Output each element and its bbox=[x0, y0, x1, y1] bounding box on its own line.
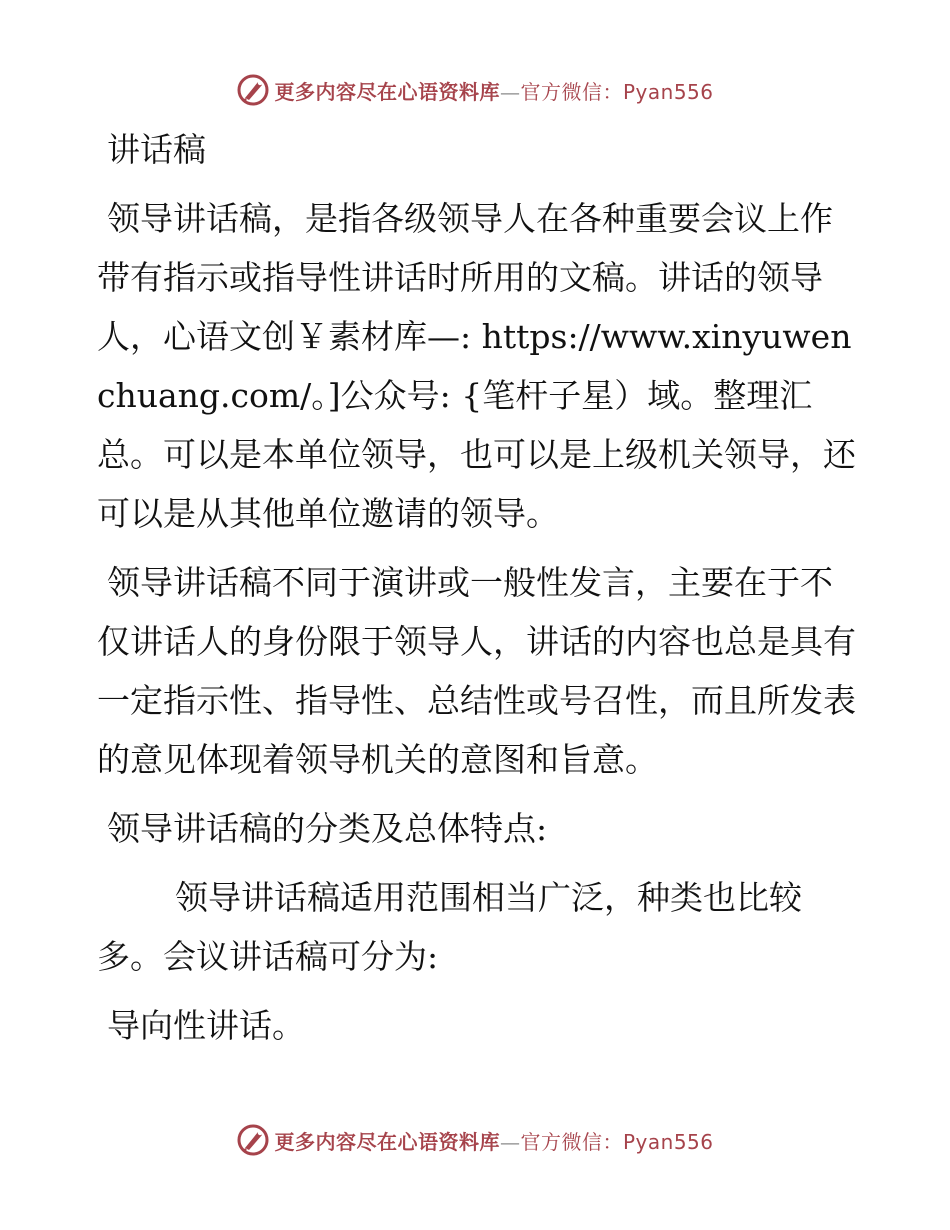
header-wechat-account: Pyan556 bbox=[622, 79, 714, 104]
footer-wechat-account: Pyan556 bbox=[622, 1129, 714, 1154]
paragraph-5: 导向性讲话。 bbox=[107, 1006, 305, 1045]
footer-banner bbox=[0, 1120, 950, 1160]
footer-wechat-label: 官方微信： bbox=[520, 1129, 623, 1154]
header-text bbox=[274, 76, 713, 105]
footer-separator: — bbox=[499, 1129, 521, 1154]
footer-brand-text: 更多内容尽在心语资料库 bbox=[274, 1129, 500, 1154]
quill-pen-circle-icon bbox=[236, 1123, 270, 1157]
header-brand-text: 更多内容尽在心语资料库 bbox=[274, 79, 500, 104]
paragraph-1: 领导讲话稿，是指各级领导人在各种重要会议上作带有指示或指导性讲话时所用的文稿。讲话的领导人，心语文创￥素材库—: https://www.xinyuwenchuang.com/。]公众号: {笔杆子星）域。整理汇总。可以是本单位领导，也可以是上级机关领导，还可以是从其他单位邀请的领导。 bbox=[97, 199, 856, 533]
document-title: 讲话稿 bbox=[107, 130, 206, 169]
header-banner bbox=[0, 70, 950, 110]
header-wechat-label: 官方微信： bbox=[520, 79, 623, 104]
header-separator: — bbox=[499, 79, 521, 104]
paragraph-4: 领导讲话稿适用范围相当广泛，种类也比较多。会议讲话稿可分为: bbox=[97, 878, 802, 976]
document-body bbox=[97, 120, 857, 1065]
quill-pen-circle-icon bbox=[236, 73, 270, 107]
paragraph-3: 领导讲话稿的分类及总体特点: bbox=[107, 809, 548, 848]
paragraph-2: 领导讲话稿不同于演讲或一般性发言，主要在于不仅讲话人的身份限于领导人，讲话的内容也总是具有一定指示性、指导性、总结性或号召性，而且所发表的意见体现着领导机关的意图和旨意。 bbox=[97, 563, 856, 779]
footer-text bbox=[274, 1126, 713, 1155]
